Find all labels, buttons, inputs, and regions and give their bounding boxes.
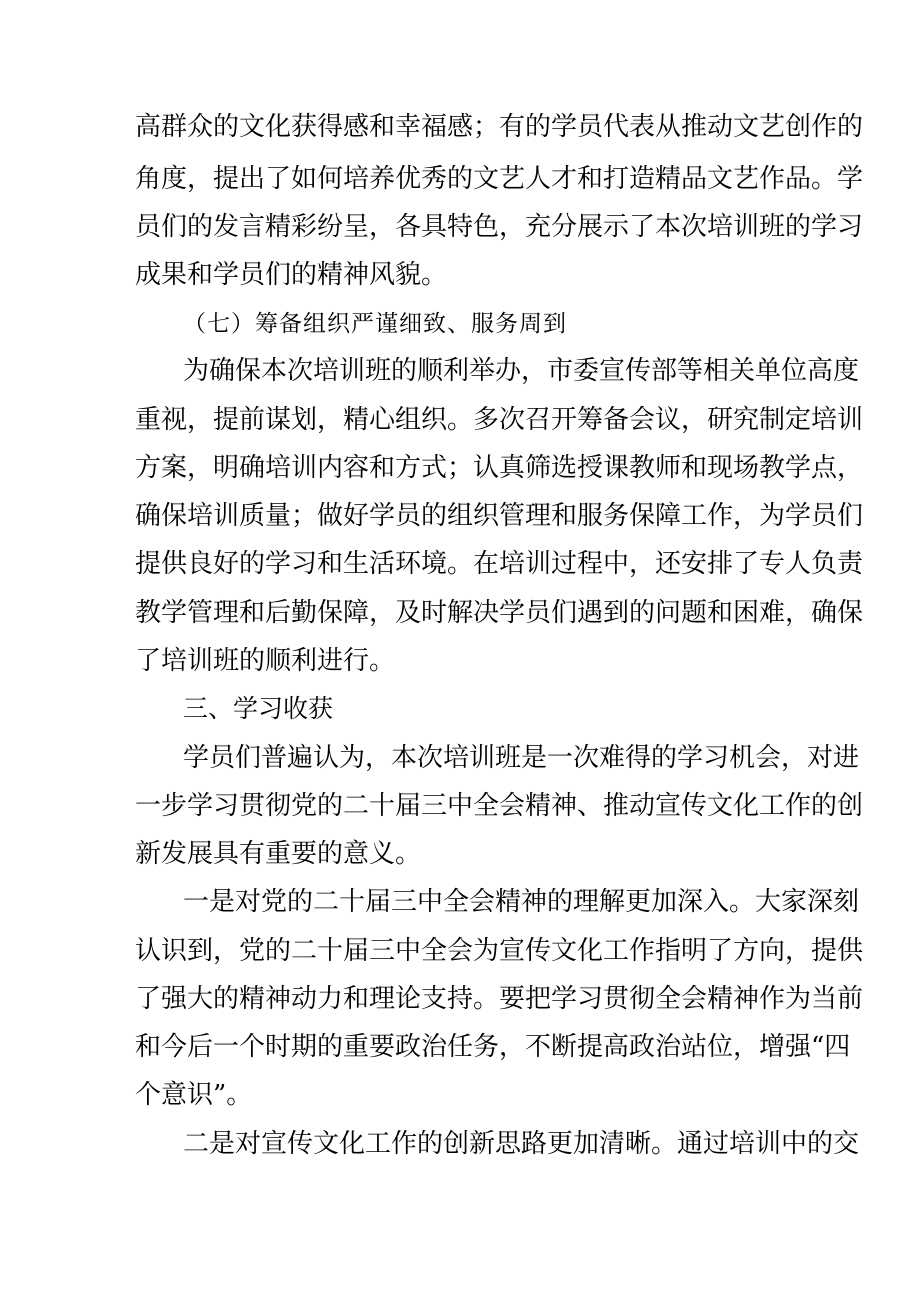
- paragraph-line: 提供良好的学习和生活环境。在培训过程中，还安排了专人负责: [135, 549, 864, 579]
- paragraph-line: 新发展具有重要的意义。: [135, 839, 422, 869]
- section-heading-3: 三、学习收获: [183, 694, 334, 723]
- paragraph-line: 二是对宣传文化工作的创新思路更加清晰。通过培训中的交: [183, 1129, 860, 1159]
- paragraph-line: 方案，明确培训内容和方式；认真筛选授课教师和现场教学点，: [135, 453, 864, 483]
- paragraph-line: 了培训班的顺利进行。: [135, 646, 396, 676]
- paragraph-line: 高群众的文化获得感和幸福感；有的学员代表从推动文艺创作的: [135, 112, 864, 142]
- paragraph-line: 个意识”。: [135, 1080, 253, 1110]
- paragraph-line: 认识到，党的二十届三中全会为宣传文化工作指明了方向，提供: [135, 936, 864, 966]
- paragraph-line: 确保培训质量；做好学员的组织管理和服务保障工作，为学员们: [135, 501, 864, 531]
- subheading-section-7: （七）筹备组织严谨细致、服务周到: [183, 311, 567, 337]
- paragraph-line: 成果和学员们的精神风貌。: [135, 260, 448, 290]
- paragraph-line: 了强大的精神动力和理论支持。要把学习贯彻全会精神作为当前: [135, 984, 864, 1014]
- paragraph-line: 一步学习贯彻党的二十届三中全会精神、推动宣传文化工作的创: [135, 791, 864, 821]
- paragraph-line: 和今后一个时期的重要政治任务，不断提高政治站位，增强“四: [135, 1032, 851, 1062]
- paragraph-line: 角度，提出了如何培养优秀的文艺人才和打造精品文艺作品。学: [135, 164, 864, 194]
- paragraph-line: 学员们普遍认为，本次培训班是一次难得的学习机会，对进: [183, 743, 860, 773]
- paragraph-line: 重视，提前谋划，精心组织。多次召开筹备会议，研究制定培训: [135, 405, 864, 435]
- paragraph-line: 教学管理和后勤保障，及时解决学员们遇到的问题和困难，确保: [135, 598, 864, 628]
- paragraph-line: 一是对党的二十届三中全会精神的理解更加深入。大家深刻: [183, 887, 860, 917]
- paragraph-line: 员们的发言精彩纷呈，各具特色，充分展示了本次培训班的学习: [135, 212, 864, 242]
- paragraph-line: 为确保本次培训班的顺利举办，市委宣传部等相关单位高度: [183, 356, 860, 386]
